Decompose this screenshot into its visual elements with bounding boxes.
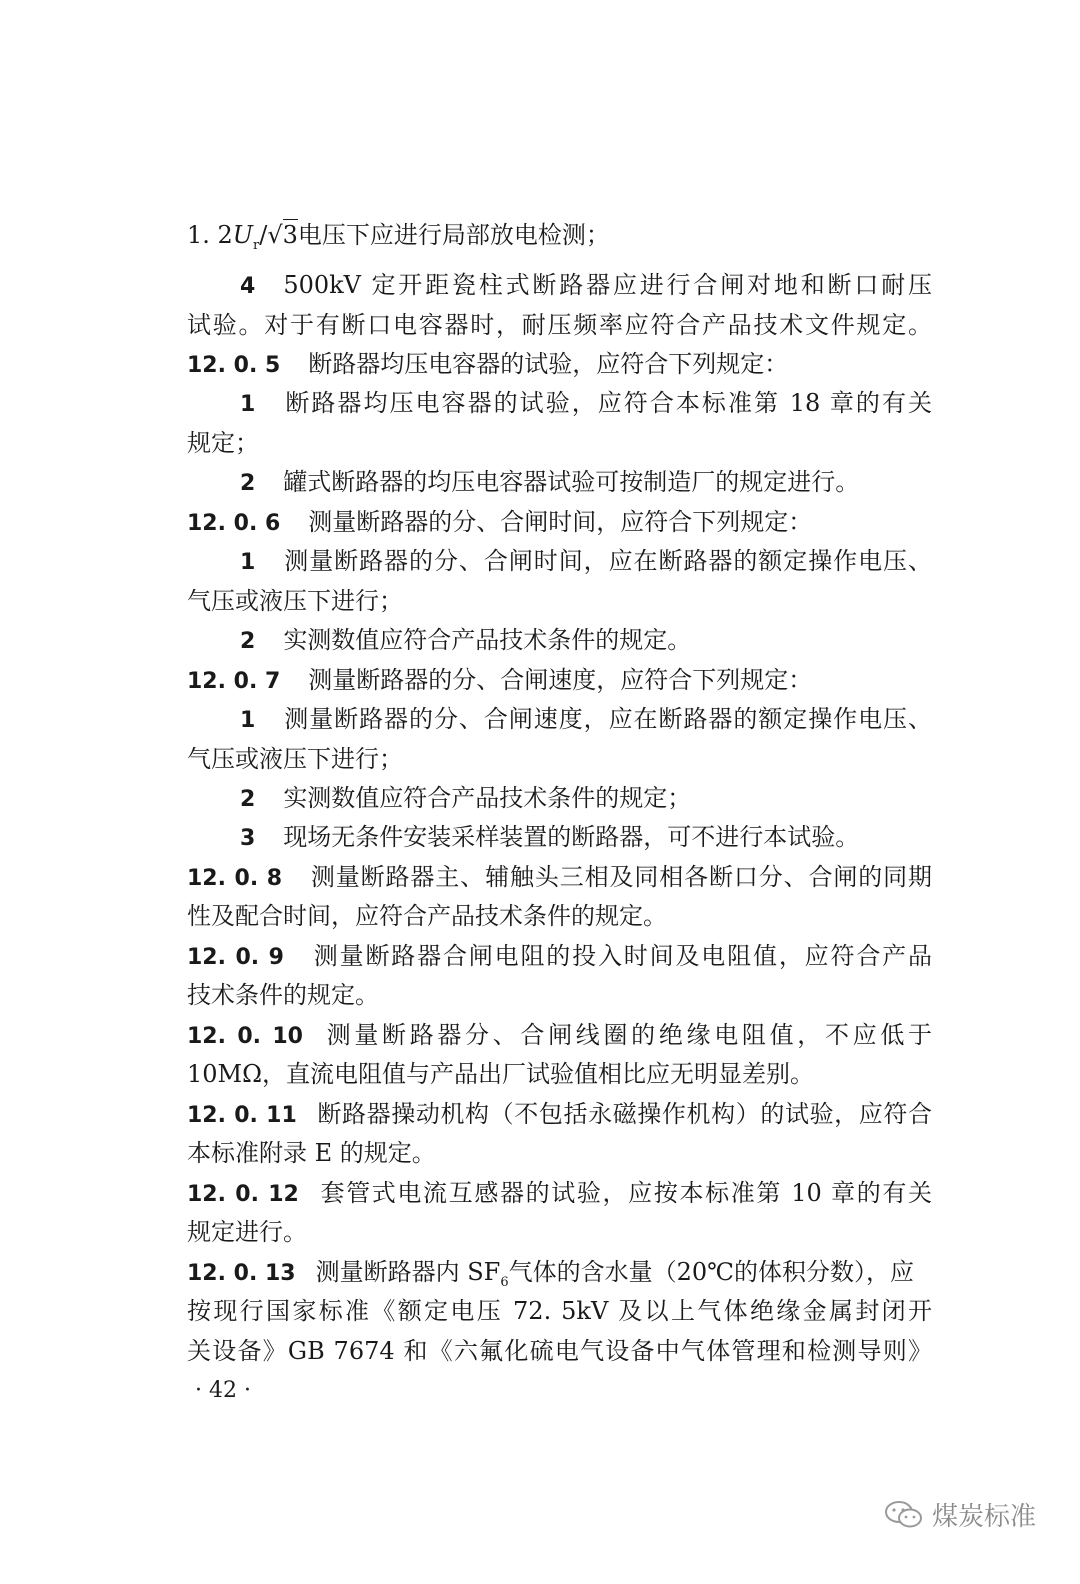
line-1 (240, 265, 932, 307)
line-text: 实测数值应符合产品技术条件的规定； (283, 784, 692, 812)
item-number: 1 (240, 550, 256, 575)
clause-12-0-12 (187, 1173, 932, 1215)
item-number: 3 (240, 826, 256, 851)
line-25: 规定进行。 (187, 1218, 307, 1246)
clause-12-0-10 (187, 1015, 932, 1057)
clause-number: 12. 0. 12 (187, 1182, 299, 1207)
watermark (884, 1496, 1036, 1533)
formula-three: 3 (282, 221, 298, 249)
line-0 (187, 215, 932, 266)
item-number: 2 (240, 787, 256, 812)
watermark-text: 煤炭标准 (931, 1502, 1036, 1532)
line-text: 测量断路器主、辅触头三相及同相各断口分、合闸的同期 (310, 863, 933, 891)
item-number: 4 (240, 274, 256, 299)
formula-subscript: r (253, 237, 260, 253)
line-text: 电压下应进行局部放电检测； (297, 221, 610, 249)
line-28: 关设备》GB 7674 和《六氟化硫电气设备中气体管理和检测导则》 (187, 1337, 932, 1365)
line-text: 测量断路器分、合闸线圈的绝缘电阻值，不应低于 (322, 1021, 933, 1049)
line-text: 测量断路器合闸电阻的投入时间及电阻值，应符合产品 (311, 942, 932, 970)
line-13: 气压或液压下进行； (187, 745, 403, 773)
clause-number: 12. 0. 10 (187, 1024, 303, 1049)
line-text: 气体的含水量（20℃的体积分数），应 (508, 1258, 914, 1286)
clause-number: 12. 0. 6 (187, 511, 281, 536)
clause-12-0-6 (187, 502, 932, 544)
clause-number: 12. 0. 5 (187, 353, 281, 378)
line-text: 500kV 定开距瓷柱式断路器应进行合闸对地和断口耐压 (283, 271, 932, 299)
clause-12-0-9 (187, 936, 932, 978)
line-text: 实测数值应符合产品技术条件的规定。 (283, 626, 692, 654)
line-text: 罐式断路器的均压电容器试验可按制造厂的规定进行。 (283, 468, 860, 496)
line-text: 断路器均压电容器的试验，应符合本标准第 18 章的有关 (283, 389, 932, 417)
wechat-icon (884, 1499, 924, 1531)
line-17: 性及配合时间，应符合产品技术条件的规定。 (187, 902, 667, 930)
line-23: 本标准附录 E 的规定。 (187, 1139, 436, 1167)
clause-number: 12. 0. 8 (187, 866, 283, 891)
line-text: 套管式电流互感器的试验，应按本标准第 10 章的有关 (318, 1179, 933, 1207)
page-number: · 42 · (195, 1378, 251, 1403)
line-text: 断路器操动机构（不包括永磁操作机构）的试验，应符合 (316, 1100, 933, 1128)
line-text: 测量断路器的分、合闸时间，应在断路器的额定操作电压、 (283, 547, 932, 575)
line-21: 10MΩ，直流电阻值与产品出厂试验值相比应无明显差别。 (187, 1060, 815, 1088)
item-number: 2 (240, 629, 256, 654)
line-8 (240, 541, 932, 583)
clause-12-0-5 (187, 344, 932, 386)
line-14 (240, 778, 932, 820)
line-text: 断路器均压电容器的试验，应符合下列规定： (308, 350, 789, 378)
line-10 (240, 620, 932, 662)
item-number: 2 (240, 471, 256, 496)
line-4 (240, 383, 932, 425)
clause-12-0-11 (187, 1094, 932, 1136)
clause-12-0-7 (187, 660, 932, 702)
sf6-subscript: 6 (500, 1274, 509, 1290)
line-19: 技术条件的规定。 (187, 981, 379, 1009)
line-text: 测量断路器的分、合闸速度，应符合下列规定： (308, 666, 813, 694)
line-text: 测量断路器内 SF (315, 1258, 501, 1286)
item-number: 1 (240, 708, 256, 733)
line-12 (240, 699, 932, 741)
line-text: 测量断路器的分、合闸时间，应符合下列规定： (308, 508, 813, 536)
item-number: 1 (240, 392, 256, 417)
line-2: 试验。对于有断口电容器时，耐压频率应符合产品技术文件规定。 (187, 311, 932, 339)
clause-12-0-8 (187, 857, 932, 899)
clause-number: 12. 0. 13 (187, 1261, 296, 1286)
formula-root: /√ (259, 221, 283, 249)
line-text: 测量断路器的分、合闸速度，应在断路器的额定操作电压、 (283, 705, 932, 733)
clause-number: 12. 0. 7 (187, 669, 281, 694)
formula-coefficient: 1. 2 (187, 221, 233, 249)
clause-number: 12. 0. 9 (187, 945, 284, 970)
line-27: 按现行国家标准《额定电压 72. 5kV 及以上气体绝缘金属封闭开 (187, 1297, 932, 1325)
line-5: 规定； (187, 429, 259, 457)
line-text: 现场无条件安装采样装置的断路器，可不进行本试验。 (283, 823, 860, 851)
clause-number: 12. 0. 11 (187, 1103, 297, 1128)
line-6 (240, 462, 932, 504)
line-9: 气压或液压下进行； (187, 587, 403, 615)
formula-u: U (232, 221, 254, 249)
line-15 (240, 817, 932, 859)
